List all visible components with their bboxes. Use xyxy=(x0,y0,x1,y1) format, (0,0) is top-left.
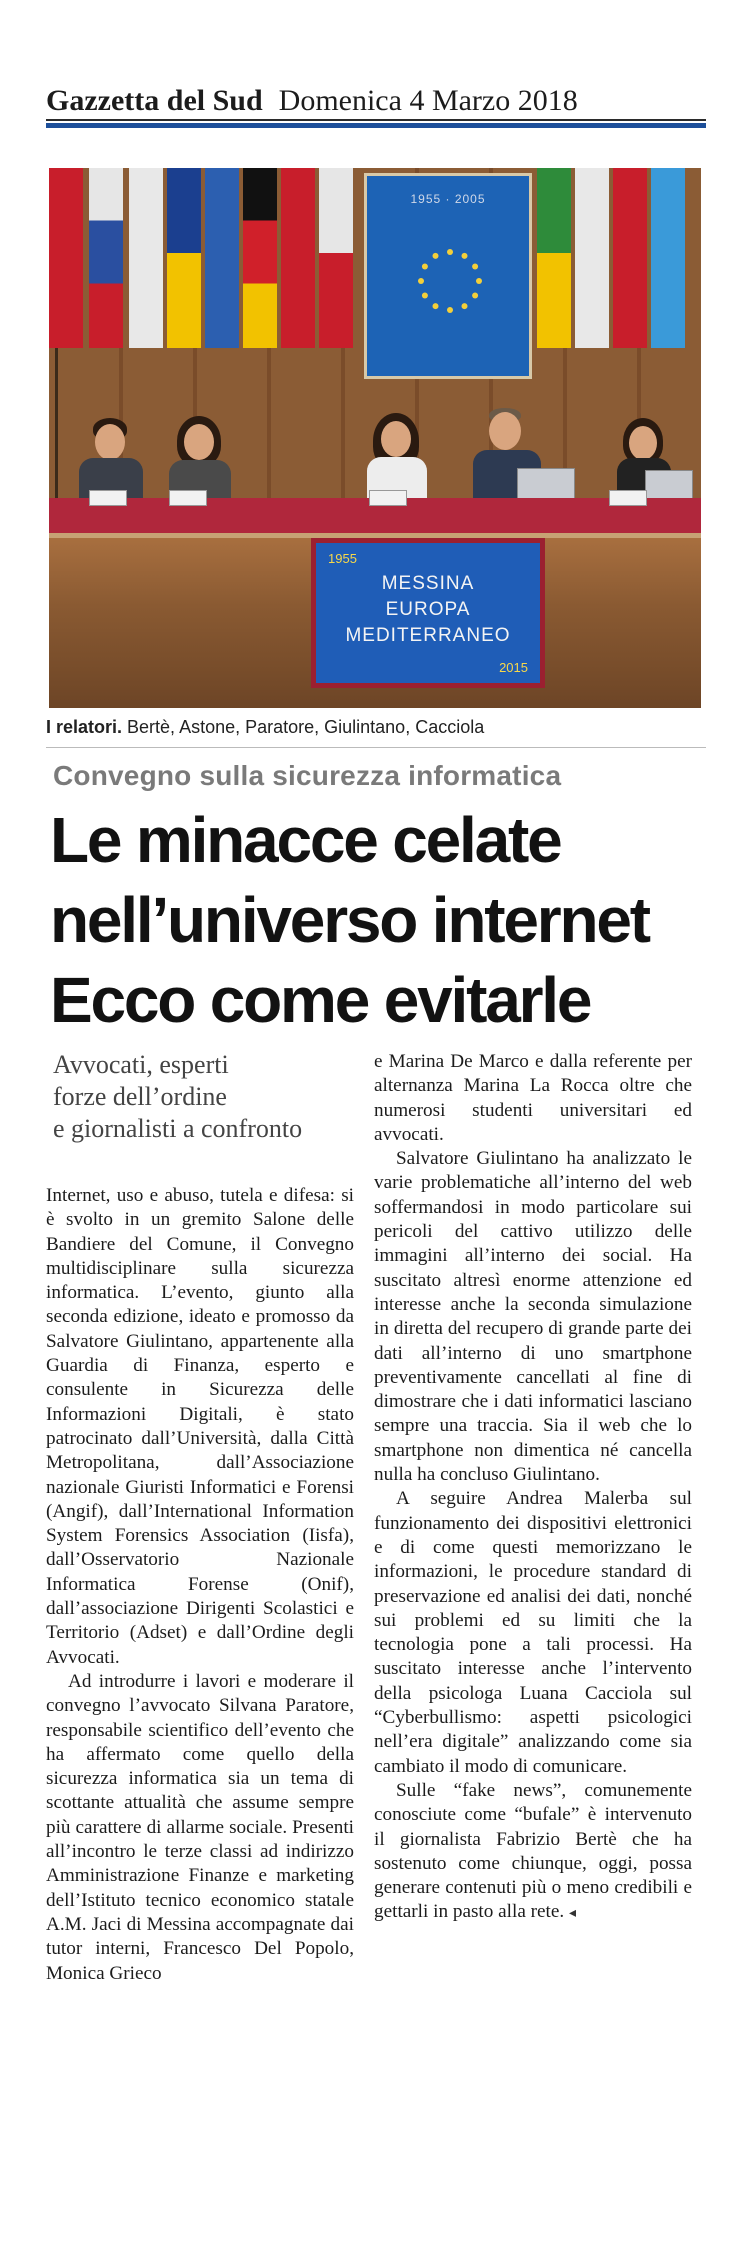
flag xyxy=(651,168,685,348)
summary-line-3: e giornalisti a confronto xyxy=(53,1114,303,1143)
eu-stars-icon xyxy=(415,246,485,316)
sign-line-3: MEDITERRANEO xyxy=(345,625,511,646)
article-column-right xyxy=(374,1050,692,1927)
banner-years: 1955 · 2005 xyxy=(410,192,486,206)
sign-line-1: MESSINA xyxy=(381,573,475,594)
sign-year-start: 1955 xyxy=(328,551,357,566)
flag xyxy=(49,168,83,348)
sign-line-2: EUROPA xyxy=(385,599,471,620)
masthead-blue-rule xyxy=(46,123,706,128)
flag xyxy=(129,168,163,348)
nameplate xyxy=(609,490,647,506)
article-paragraph: A seguire Andrea Malerba sul funzionamento dei dispositivi elettronici e di come questi memorizzano le informazioni, le procedure standard di preservazione ed analisi dei dati, nonché sui problemi ed su limiti che la tecnologia pone a tali processi. Ha suscitato interesse anche l’intervento della psicologa Luana Cacciola sul “Cyberbullismo: aspetti psicologici nell’era digitale” analizzando come sia cambiato il modo di comunicare. xyxy=(374,1488,692,1777)
flag xyxy=(537,168,571,348)
article-paragraph xyxy=(374,1779,692,1927)
kicker: Convegno sulla sicurezza informatica xyxy=(53,760,562,791)
caption-names: Bertè, Astone, Paratore, Giulintano, Cacciola xyxy=(122,717,485,737)
flag xyxy=(575,168,609,348)
flag xyxy=(167,168,201,348)
photo-caption xyxy=(46,717,706,738)
caption-rule xyxy=(46,747,706,748)
summary-line-1: Avvocati, esperti xyxy=(53,1050,229,1079)
headline-line-3: Ecco come evitarle xyxy=(50,964,591,1036)
sign-year-end: 2015 xyxy=(499,660,528,675)
article-column-left xyxy=(46,1184,354,1986)
article-paragraph: Ad introdurre i lavori e moderare il convegno l’avvocato Silvana Paratore, responsabile scientifico dell’evento che ha affermato come quello della sicurezza informatica sia un tema di scottante attualità che assume sempre più carattere di allarme sociale. Presenti all’incontro le terze classi ad indirizzo Amministrazione Finanze e marketing dell’Istituto tecnico economico statale A.M. Jaci di Messina accompagnate dai tutor interni, Francesco Del Popolo, Monica Grieco xyxy=(46,1670,354,1984)
nameplate xyxy=(169,490,207,506)
masthead-rule xyxy=(46,119,706,121)
newspaper-name: Gazzetta del Sud xyxy=(46,84,263,117)
headline-line-2: nell’universo internet xyxy=(50,884,649,956)
flag xyxy=(205,168,239,348)
conference-photo xyxy=(49,168,701,708)
caption-label: I relatori. xyxy=(46,717,123,737)
end-mark-icon: ◂ xyxy=(569,1906,577,1922)
issue-date: Domenica 4 Marzo 2018 xyxy=(278,84,578,117)
desk-sign xyxy=(311,538,545,688)
flag xyxy=(281,168,315,348)
flag xyxy=(319,168,353,348)
summary xyxy=(53,1049,363,1145)
flag xyxy=(613,168,647,348)
headline xyxy=(50,800,710,1040)
headline-line-1: Le minacce celate xyxy=(50,804,561,876)
masthead xyxy=(46,66,706,118)
summary-line-2: forze dell’ordine xyxy=(53,1082,227,1111)
eu-banner xyxy=(364,173,532,379)
article-paragraph: e Marina De Marco e dalla referente per alternanza Marina La Rocca oltre che numerosi studenti universitari ed avvocati. xyxy=(374,1051,692,1145)
nameplate xyxy=(369,490,407,506)
article-paragraph-text: Sulle “fake news”, comunemente conosciute come “bufale” è intervenuto il giornalista Fabrizio Bertè che ha sostenuto come chiunque, oggi, possa generare contenuti più o meno credibili e gettarli in pasto alla rete. xyxy=(374,1779,692,1923)
article-paragraph: Internet, uso e abuso, tutela e difesa: si è svolto in un gremito Salone delle Bandiere del Comune, il Convegno multidisciplinare sulla sicurezza informatica. L’evento, giunto alla seconda edizione, ideato e promosso da Salvatore Giulintano, appartenente alla Guardia di Finanza, esperto e consulente in Sicurezza delle Informazioni Digitali, è stato patrocinato dall’Università, dalla Città Metropolitana, dall’Associazione nazionale Giuristi Informatici e Forensi (Angif), dall’International Information System Forensics Association (Iisfa), dall’Osservatorio Nazionale Informatica Forense (Onif), dall’associazione Dirigenti Scolastici e Territorio (Adset) e dall’Ordine degli Avvocati. xyxy=(46,1185,354,1668)
nameplate xyxy=(89,490,127,506)
flag xyxy=(89,168,123,348)
article-paragraph: Salvatore Giulintano ha analizzato le varie problematiche all’interno del web soffermandosi in modo particolare sui pericoli del cattivo utilizzo delle immagini all’interno dei social. Ha suscitato altresì enorme attenzione ed interesse anche la seconda simulazione in diretta del recupero di grande parte dei dati all’interno di uno smartphone preventivamente cancellati al fine di dimostrare che i dati informatici lasciano sempre una traccia. Sia il web che lo smartphone non dimentica né cancella nulla ha concluso Giulintano. xyxy=(374,1148,692,1486)
flag xyxy=(243,168,277,348)
